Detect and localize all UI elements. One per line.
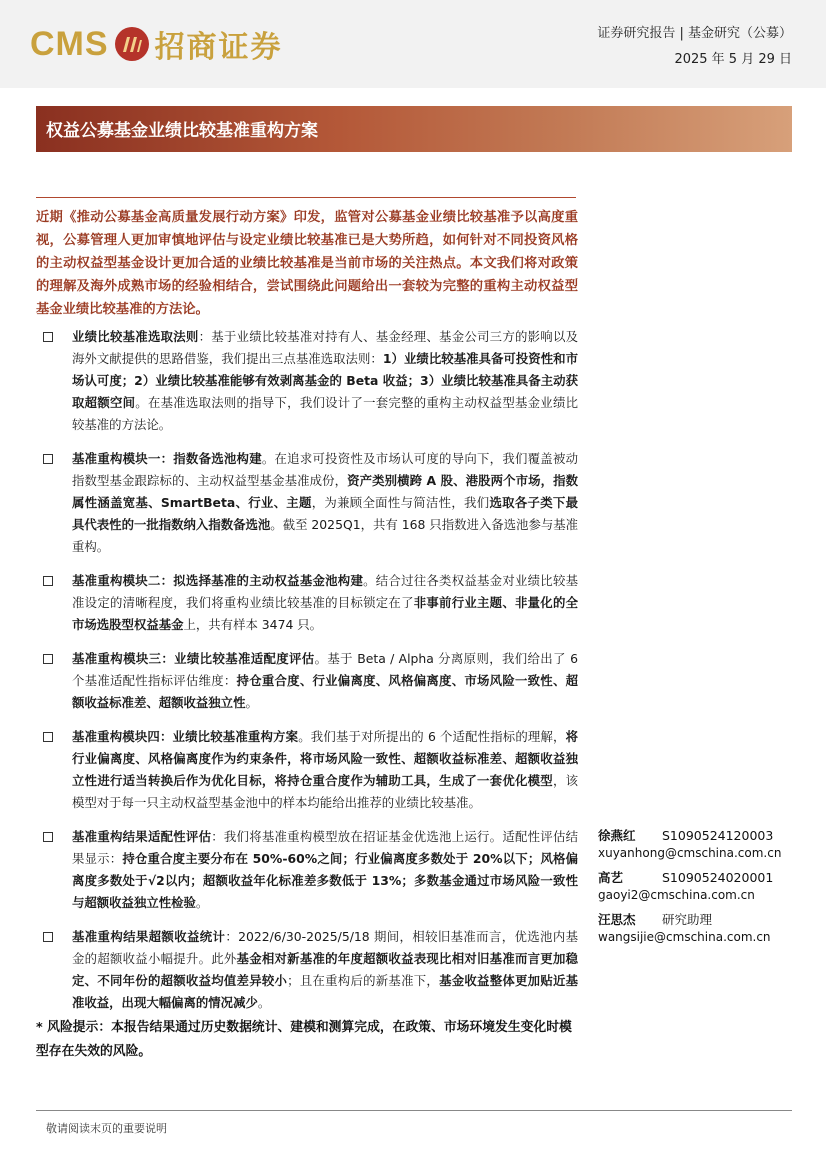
bullet-head: 基准重构模块四：业绩比较基准重构方案	[72, 729, 299, 744]
bullet-text: 。截至 2025Q1，共有 168 只指数进入备选池参与基准重构。	[72, 517, 579, 554]
report-type: 证券研究报告 | 基金研究（公募）	[597, 26, 792, 41]
key-points	[36, 326, 578, 1026]
analyst-role: 研究助理	[662, 912, 713, 927]
analyst-id: S1090524120003	[662, 827, 774, 843]
bullet-item	[36, 926, 578, 1014]
bullet-head: 基准重构结果适配性评估	[72, 829, 212, 844]
analyst-email[interactable]: xuyanhong@cmschina.com.cn	[598, 846, 782, 860]
analyst-row	[598, 866, 798, 888]
logo-latin: CMS	[30, 24, 109, 63]
report-date: 2025 年 5 月 29 日	[674, 52, 792, 67]
bullet-text: ：基于业绩比较基准对持有人、基金经理、基金公司三方的影响以及海外文献提供的思路借鉴，我们提出三点基准选取法则：	[72, 329, 579, 366]
bullet-text: ：2022/6/30-2025/5/18 期间，相较旧基准而言，优选池内基金的超额收益小幅提升。此外	[72, 929, 579, 966]
bullet-item	[36, 570, 578, 636]
bullet-item	[36, 648, 578, 714]
bullet-text: 。在追求可投资性及市场认可度的导向下，我们覆盖被动指数型基金跟踪标的、主动权益型基金基准成份，	[72, 451, 579, 488]
bullet-head: 基准重构模块二：拟选择基准的主动权益基金池构建	[72, 573, 364, 588]
footer-divider	[36, 1110, 792, 1111]
bullet-bold: 基金相对新基准的年度超额收益表现比相对旧基准而言更加稳定、不同年份的超额收益均值差异较小	[72, 951, 579, 988]
analyst-name: 汪思杰	[598, 912, 636, 927]
bullet-bold: 选取各子类下最具代表性的一批指数纳入指数备选池	[72, 495, 578, 532]
bullet-text: 上，共有样本 3474 只。	[183, 617, 323, 632]
bullet-box-icon	[43, 932, 53, 942]
bullet-text: ；且在重构后的新基准下，	[287, 973, 440, 988]
analyst-row	[598, 908, 798, 930]
analyst-id: S1090524020001	[662, 869, 774, 885]
abstract: 近期《推动公募基金高质量发展行动方案》印发，监管对公募基金业绩比较基准予以高度重视，公募管理人更加审慎地评估与设定业绩比较基准已是大势所趋，如何针对不同投资风格的主动权益型基金设计更加合适的业绩比较基准是当前市场的关注热点。本文我们将对政策的理解及海外成熟市场的经验相结合，尝试围绕此问题给出一套较为完整的重构主动权益型基金业绩比较基准的方法论。	[36, 210, 578, 317]
logo-emblem-icon	[115, 27, 149, 61]
bullet-text: 。	[245, 695, 258, 710]
bullet-box-icon	[43, 576, 53, 586]
bullet-bold: 持仓重合度主要分布在 50%-60%之间；行业偏离度多数处于 20%以下；风格偏离度多数处于√2以内；超额收益年化标准差多数低于 13%；多数基金通过市场风险一致性与超额收益独立性检验	[72, 851, 579, 910]
bullet-head: 业绩比较基准选取法则	[72, 329, 199, 344]
bullet-item	[36, 726, 578, 814]
bullet-head: 基准重构模块三：业绩比较基准适配度评估	[72, 651, 315, 666]
bullet-item	[36, 448, 578, 558]
analyst-row	[598, 824, 798, 846]
bullet-item	[36, 826, 578, 914]
bullet-text: 。基于 Beta / Alpha 分离原则，我们给出了 6 个基准适配性指标评估维度：	[72, 651, 579, 688]
analyst-email[interactable]: wangsijie@cmschina.com.cn	[598, 930, 771, 944]
analyst-panel	[598, 824, 798, 950]
footer-note: 敬请阅读末页的重要说明	[46, 1122, 167, 1135]
logo-chinese: 招商证券	[154, 30, 283, 65]
bullet-text: ：我们将基准重构模型放在招证基金优选池上运行。适配性评估结果显示：	[72, 829, 579, 866]
bullet-text: 。我们基于对所提出的 6 个适配性指标的理解，	[298, 729, 566, 744]
analyst-name: 徐燕红	[598, 828, 636, 843]
bullet-head: 基准重构模块一：指数备选池构建	[72, 451, 262, 466]
risk-warning: * 风险提示：本报告结果通过历史数据统计、建模和测算完成，在政策、市场环境发生变化时模型存在失效的风险。	[36, 1020, 572, 1059]
bullet-box-icon	[43, 732, 53, 742]
bullet-bold: 资产类别横跨 A 股、港股两个市场，指数属性涵盖宽基、SmartBeta、行业、主题	[72, 473, 579, 510]
bullet-box-icon	[43, 832, 53, 842]
analyst-email[interactable]: gaoyi2@cmschina.com.cn	[598, 888, 755, 902]
bullet-text: 。在基准选取法则的指导下，我们设计了一套完整的重构主动权益型基金业绩比较基准的方法论。	[72, 395, 579, 432]
bullet-box-icon	[43, 454, 53, 464]
bullet-bold: 基金收益整体更加贴近基准收益，出现大幅偏离的情况减少	[72, 973, 579, 1010]
bullet-text: 。	[195, 895, 209, 910]
bullet-text: ，该模型对于每一只主动权益型基金池中的样本均能给出推荐的业绩比较基准。	[72, 773, 579, 810]
bullet-bold: 将行业偏离度、风格偏离度作为约束条件，将市场风险一致性、超额收益标准差、超额收益独立性进行适当转换后作为优化目标，将持仓重合度作为辅助工具，生成了一套优化模型	[72, 729, 579, 788]
bullet-bold: 持仓重合度、行业偏离度、风格偏离度、市场风险一致性、超额收益标准差、超额收益独立性	[72, 673, 579, 710]
abstract-divider	[36, 197, 576, 198]
bullet-item	[36, 326, 578, 436]
bullet-text: 。结合过往各类权益基金对业绩比较基准设定的清晰程度，我们将重构业绩比较基准的目标锁定在了	[72, 573, 579, 610]
bullet-bold: 1）业绩比较基准具备可投资性和市场认可度；2）业绩比较基准能够有效剥离基金的 Beta 收益；3）业绩比较基准具备主动获取超额空间	[72, 351, 578, 410]
analyst-name: 高艺	[598, 870, 624, 885]
bullet-head: 基准重构结果超额收益统计	[72, 929, 226, 944]
bullet-text: ，为兼顾全面性与简洁性，我们	[311, 495, 490, 510]
report-title: 权益公募基金业绩比较基准重构方案	[46, 121, 318, 141]
company-logo	[30, 22, 283, 66]
bullet-bold: 非事前行业主题、非量化的全市场选股型权益基金	[72, 595, 579, 632]
bullet-text: 。	[257, 995, 271, 1010]
bullet-box-icon	[43, 332, 53, 342]
bullet-box-icon	[43, 654, 53, 664]
